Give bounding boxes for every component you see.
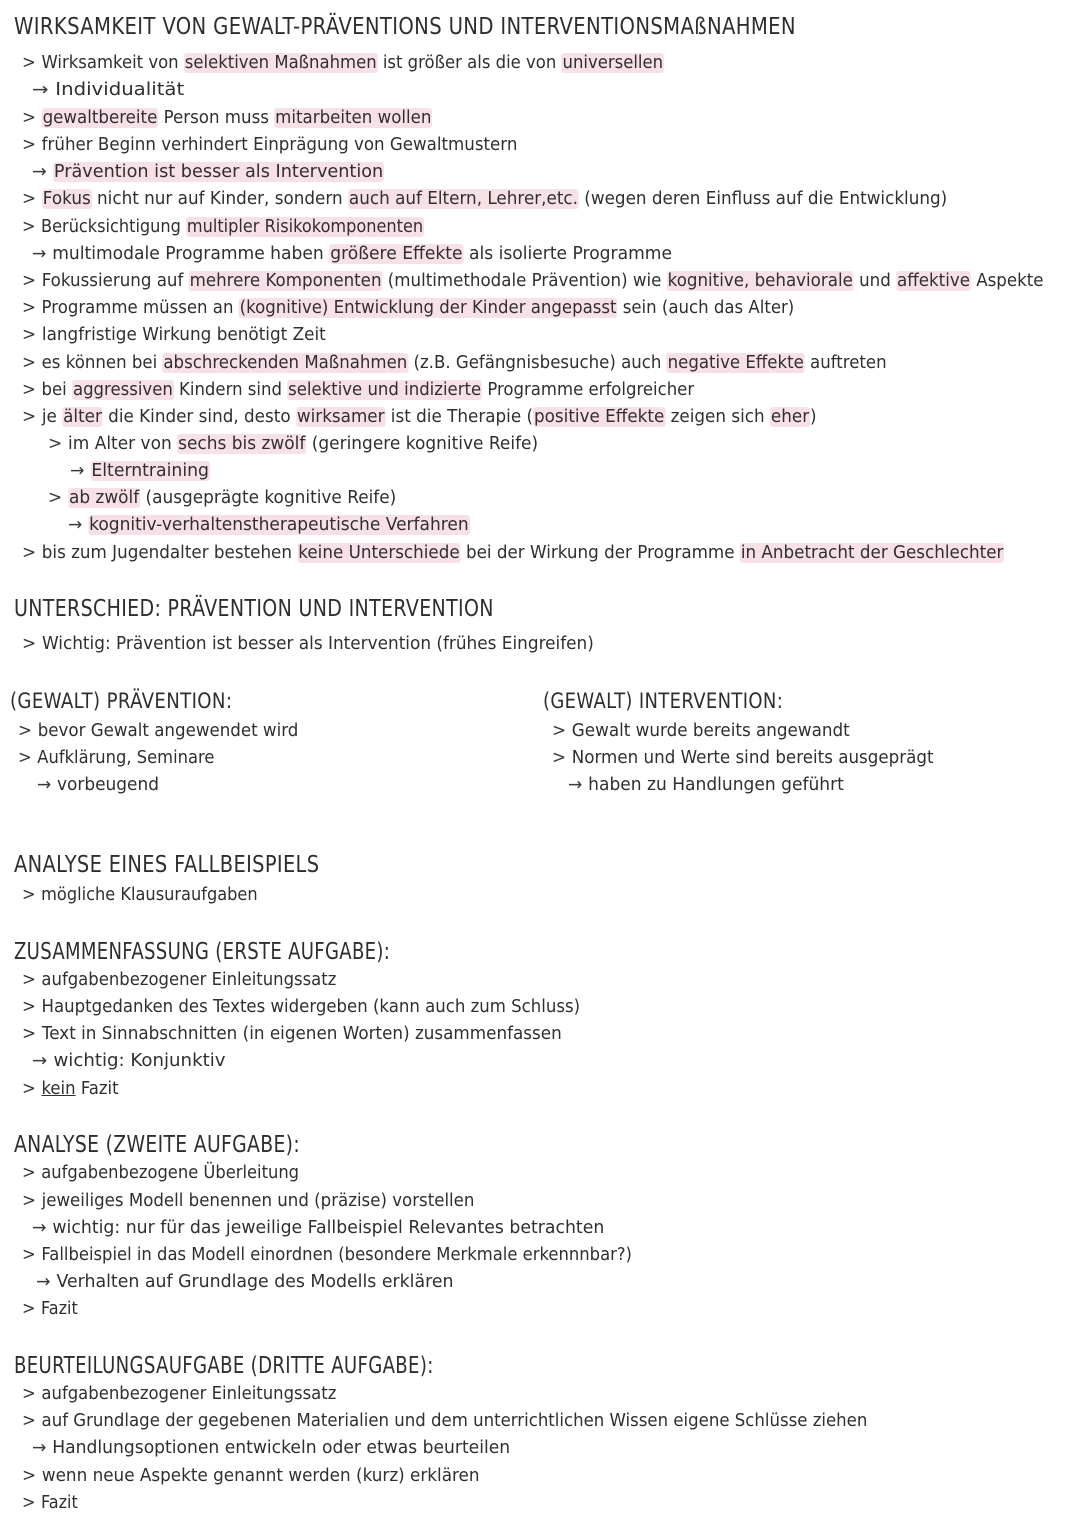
list-subitem [68,512,470,538]
list-item: > Berücksichtigung multipler Risikokomponenten [22,214,424,240]
list-item: > aufgabenbezogener Einleitungssatz [22,1381,336,1407]
list-item: > kein Fazit [22,1076,119,1102]
arrow-icon: → [568,775,583,795]
bullet-marker: > [22,1466,37,1486]
list-subitem: > ab zwölf (ausgeprägte kognitive Reife) [48,485,396,511]
list-item: > Hauptgedanken des Textes widergeben (kann auch zum Schluss) [22,994,580,1020]
bullet-marker: > [22,108,36,128]
highlight: in Anbetracht der Geschlechter [740,543,1004,563]
bullet-marker: > [22,1411,36,1431]
bullet-marker: > [22,634,37,654]
list-item: > Fokussierung auf mehrere Komponenten (multimethodale Prävention) wie kognitive, behaviorale und affektive Aspekte [22,268,1044,294]
highlight: gewaltbereite [42,108,158,128]
bullet-marker: > [22,885,36,905]
bullet-marker: > [22,1384,36,1404]
section-title-unterschied: UNTERSCHIED: PRÄVENTION UND INTERVENTION [14,596,494,622]
bullet-marker: > [18,748,32,768]
arrow-icon: → [32,80,49,100]
intervention-title: (GEWALT) INTERVENTION: [543,689,784,713]
list-subitem: → vorbeugend [37,772,159,798]
list-item: > gewaltbereite Person muss mitarbeiten wollen [22,105,432,131]
arrow-icon: → [32,244,47,264]
bullet-marker: > [552,721,567,741]
highlight: universellen [562,53,664,73]
list-item: > früher Beginn verhindert Einprägung von Gewaltmustern [22,132,517,158]
list-item: > bei aggressiven Kindern sind selektive und indizierte Programme erfolgreicher [22,377,694,403]
list-item: > wenn neue Aspekte genannt werden (kurz) erklären [22,1463,480,1489]
arrow-icon: → [32,162,47,182]
list-item: > mögliche Klausuraufgaben [22,882,258,908]
list-item: > auf Grundlage der gegebenen Materialien und dem unterrichtlichen Wissen eigene Schlüsse ziehen [22,1408,867,1434]
list-item: > jeweiliges Modell benennen und (präzise) vorstellen [22,1188,474,1214]
section-title-beurteilung: BEURTEILUNGSAUFGABE (DRITTE AUFGABE): [14,1353,434,1379]
list-item: > aufgabenbezogener Einleitungssatz [22,967,336,993]
arrow-icon: → [32,1051,48,1071]
bullet-marker: > [22,1245,36,1265]
praevention-title: (GEWALT) PRÄVENTION: [10,689,233,713]
list-subitem: → Handlungsoptionen entwickeln oder etwas beurteilen [32,1435,510,1461]
bullet-marker: > [22,1024,37,1044]
highlight: affektive [897,271,970,291]
list-subitem: → wichtig: Konjunktiv [32,1048,225,1074]
bullet-marker: > [22,1191,36,1211]
section-title-zusammenfassung: ZUSAMMENFASSUNG (ERSTE AUFGABE): [14,939,391,965]
highlight: kognitive, behaviorale [667,271,853,291]
highlight: selektive und indizierte [288,380,482,400]
bullet-marker: > [48,488,63,508]
highlight: eher [770,407,810,427]
arrow-icon: → [32,1218,47,1238]
section-title-wirksamkeit: WIRKSAMKEIT VON GEWALT-PRÄVENTIONS UND INTERVENTIONSMAßNAHMEN [14,14,796,40]
arrow-icon: → [32,1438,47,1458]
bullet-marker: > [22,407,37,427]
bullet-marker: > [22,217,36,237]
section-title-analyse-zweite: ANALYSE (ZWEITE AUFGABE): [14,1132,300,1158]
highlight: negative Effekte [667,353,804,373]
bullet-marker: > [22,1299,36,1319]
bullet-marker: > [22,1163,36,1183]
highlight: größere Effekte [330,244,463,264]
list-item: > Programme müssen an (kognitive) Entwicklung der Kinder angepasst sein (auch das Alter) [22,295,794,321]
highlight: ab zwölf [68,488,140,508]
list-item: > Aufklärung, Seminare [18,745,214,771]
highlight: älter [63,407,102,427]
list-item: > Text in Sinnabschnitten (in eigenen Worten) zusammenfassen [22,1021,562,1047]
bullet-marker: > [22,543,37,563]
bullet-marker: > [22,1493,36,1513]
highlight: Elterntraining [91,461,210,481]
list-item: > Wichtig: Prävention ist besser als Intervention (frühes Eingreifen) [22,631,594,657]
bullet-marker: > [22,997,36,1017]
list-subitem: → Individualität [32,77,184,103]
list-item: > Fokus nicht nur auf Kinder, sondern auch auf Eltern, Lehrer,etc. (wegen deren Einfluss auf die Entwicklung) [22,186,947,212]
list-subitem: → multimodale Programme haben größere Effekte als isolierte Programme [32,241,672,267]
highlight: Prävention ist besser als Intervention [53,162,384,182]
underlined-text: kein [41,1079,76,1099]
highlight: mehrere Komponenten [189,271,382,291]
arrow-icon: → [70,461,85,481]
bullet-marker: > [18,721,32,741]
arrow-icon: → [36,1272,51,1292]
list-subitem: → wichtig: nur für das jeweilige Fallbeispiel Relevantes betrachten [32,1215,604,1241]
list-subitem: → haben zu Handlungen geführt [568,772,844,798]
highlight: Fokus [42,189,91,209]
bullet-marker: > [22,271,36,291]
highlight: wirksamer [296,407,385,427]
list-item: > aufgabenbezogene Überleitung [22,1160,299,1186]
bullet-marker: > [48,434,63,454]
bullet-marker: > [22,970,36,990]
list-subitem: > im Alter von sechs bis zwölf (geringere kognitive Reife) [48,431,538,457]
highlight: abschreckenden Maßnahmen [163,353,408,373]
list-item: > es können bei abschreckenden Maßnahmen (z.B. Gefängnisbesuche) auch negative Effekte auftreten [22,350,887,376]
list-item: > Normen und Werte sind bereits ausgeprägt [552,745,934,771]
highlight: selektiven Maßnahmen [184,53,377,73]
bullet-marker: > [22,325,37,345]
list-item: > langfristige Wirkung benötigt Zeit [22,322,326,348]
bullet-marker: > [22,298,36,318]
highlight: mitarbeiten wollen [275,108,432,128]
list-subitem: → Verhalten auf Grundlage des Modells erklären [36,1269,453,1295]
bullet-marker: > [22,53,36,73]
section-title-analyse-fallbeispiel: ANALYSE EINES FALLBEISPIELS [14,852,320,878]
list-subitem [70,458,210,484]
bullet-marker: > [552,748,567,768]
highlight: (kognitive) Entwicklung der Kinder angepasst [239,298,617,318]
list-item: > bis zum Jugendalter bestehen keine Unterschiede bei der Wirkung der Programme in Anbetracht der Geschlechter [22,540,1004,566]
list-item: > Fallbeispiel in das Modell einordnen (besondere Merkmale erkennnbar?) [22,1242,632,1268]
list-item: > Fazit [22,1490,78,1516]
bullet-marker: > [22,189,37,209]
bullet-marker: > [22,353,36,373]
bullet-marker: > [22,380,36,400]
arrow-icon: → [68,515,83,535]
list-item: > Fazit [22,1296,78,1322]
highlight: aggressiven [72,380,173,400]
list-item: > bevor Gewalt angewendet wird [18,718,298,744]
bullet-marker: > [22,135,36,155]
list-item: > Gewalt wurde bereits angewandt [552,718,850,744]
list-subitem [32,159,384,185]
list-item: > je älter die Kinder sind, desto wirksamer ist die Therapie (positive Effekte zeigen sich eher) [22,404,817,430]
highlight: multipler Risikokomponenten [186,217,424,237]
highlight: auch auf Eltern, Lehrer,etc. [348,189,579,209]
highlight: sechs bis zwölf [178,434,306,454]
highlight: keine Unterschiede [298,543,460,563]
bullet-marker: > [22,1079,36,1099]
highlight: kognitiv-verhaltenstherapeutische Verfahren [89,515,469,535]
arrow-icon: → [37,775,52,795]
highlight: positive Effekte [534,407,665,427]
list-item: > Wirksamkeit von selektiven Maßnahmen ist größer als die von universellen [22,50,664,76]
